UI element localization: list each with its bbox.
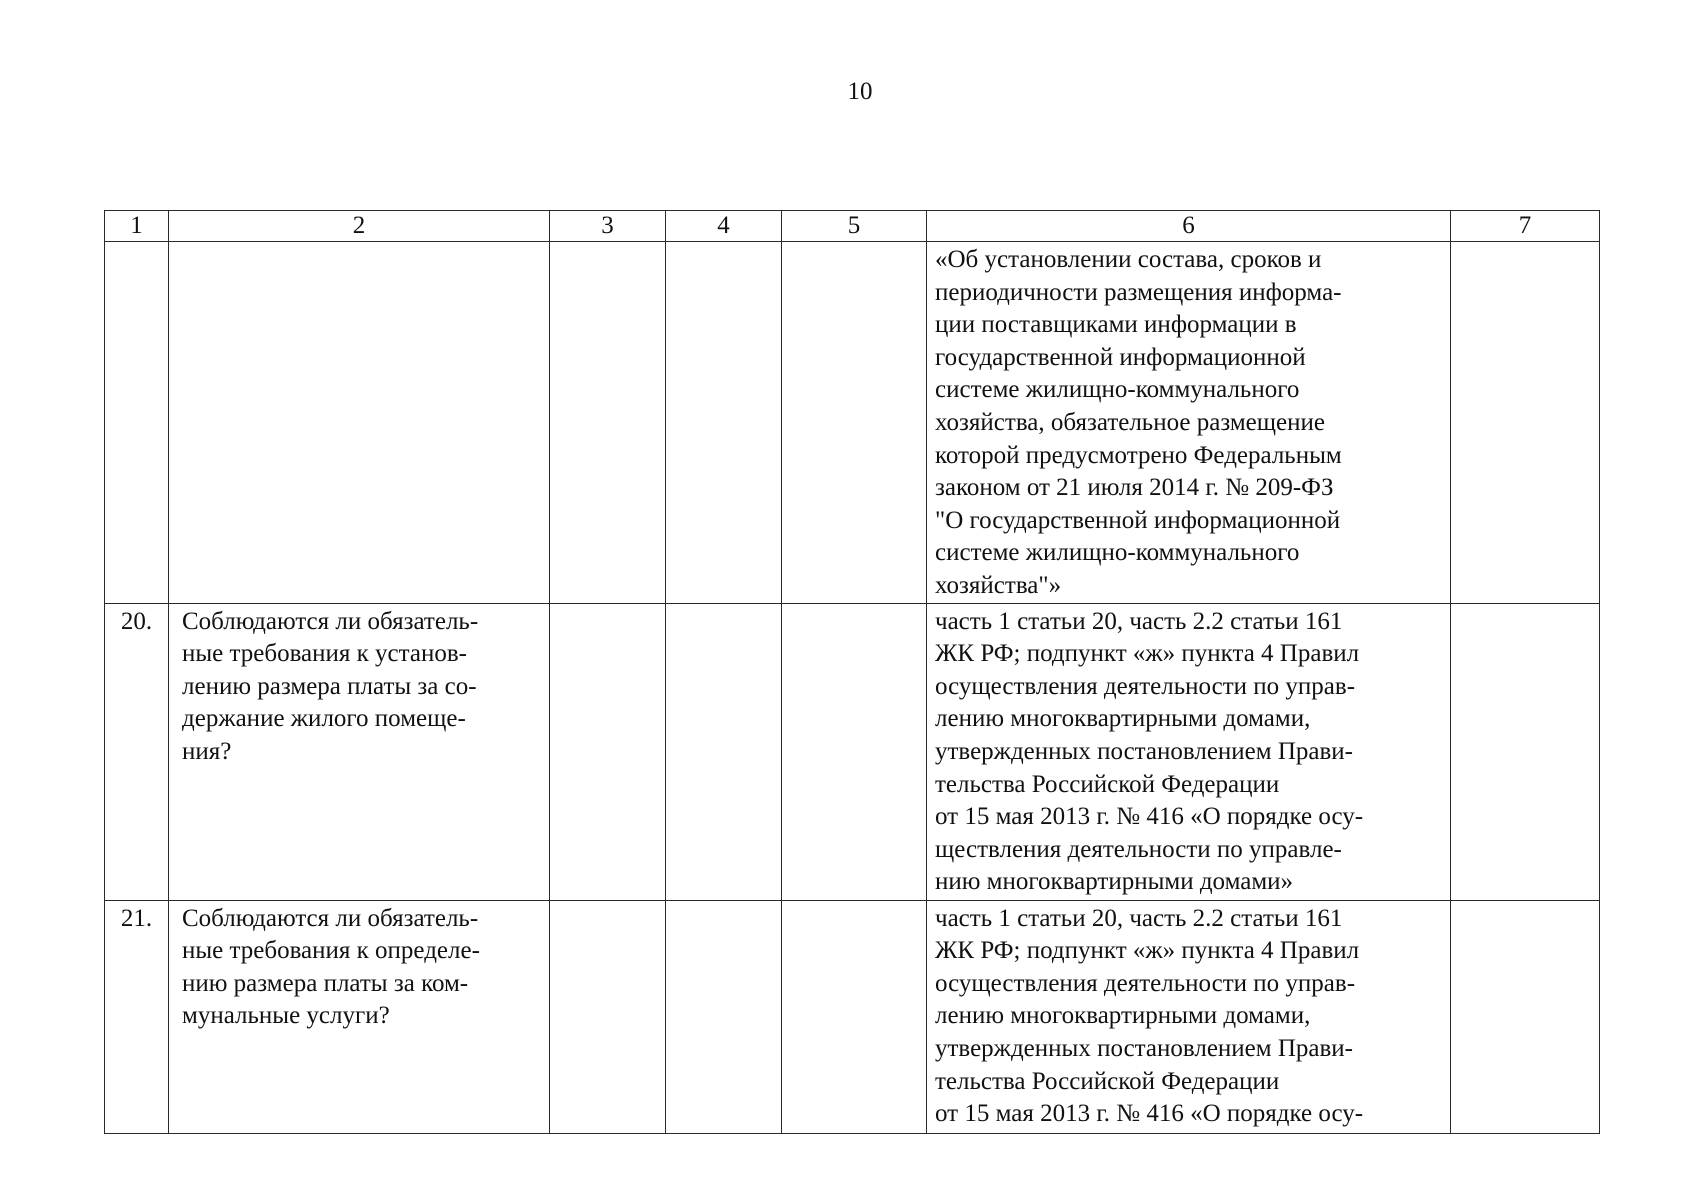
checklist-table [104,210,1600,1134]
legal-basis-cell [927,900,1451,1133]
table-row [105,242,1600,604]
legal-basis-text-line: лению многоквартирными домами, [935,705,1311,733]
legal-basis-text-line: законом от 21 июля 2014 г. № 209-ФЗ [935,474,1334,502]
question-text-line: держание жилого помеще- [182,705,466,733]
legal-basis-text-line: хозяйства, обязательное размещение [935,408,1325,436]
legal-basis-text-line: ществления деятельности по управле- [935,835,1342,863]
empty-cell [782,900,927,1133]
legal-basis-text-line: часть 1 статьи 20, часть 2.2 статьи 161 [935,904,1343,932]
legal-basis-text-line: ции поставщиками информации в [935,311,1297,339]
legal-basis-cell [927,242,1451,604]
empty-cell [1451,242,1600,604]
empty-cell [666,242,782,604]
question-cell [169,603,550,900]
legal-basis-text-line: "О государственной информационной [935,506,1341,534]
legal-basis-text-line: ЖК РФ; подпункт «ж» пункта 4 Правил [935,640,1360,668]
table-row [105,603,1600,900]
page-number: 10 [847,78,873,105]
legal-basis-text-line: лению многоквартирными домами, [935,1002,1311,1030]
question-text-line: Соблюдаются ли обязатель- [182,904,479,932]
legal-basis-text-line: от 15 мая 2013 г. № 416 «О порядке осу- [935,1100,1364,1128]
legal-basis-text-line: хозяйства"» [935,571,1062,599]
legal-basis-text-line: утвержденных постановлением Прави- [935,737,1354,765]
question-text-line: ния? [182,737,232,765]
column-header: 4 [666,211,782,242]
legal-basis-text-line: часть 1 статьи 20, часть 2.2 статьи 161 [935,607,1343,635]
column-header: 3 [550,211,666,242]
question-text-line: ные требования к установ- [182,640,467,668]
table-header-row [105,211,1600,242]
row-number-cell: 21. [105,900,169,1133]
empty-cell [550,603,666,900]
legal-basis-text-line: тельства Российской Федерации [935,1067,1280,1095]
legal-basis-text-line: периодичности размещения информа- [935,278,1342,306]
legal-basis-text-line: от 15 мая 2013 г. № 416 «О порядке осу- [935,803,1364,831]
legal-basis-text-line: тельства Российской Федерации [935,770,1280,798]
empty-cell [782,242,927,604]
question-text-line: нию размера платы за ком- [182,969,469,997]
empty-cell [782,603,927,900]
legal-basis-text-line: государственной информационной [935,343,1306,371]
empty-cell [550,900,666,1133]
empty-cell [550,242,666,604]
column-header: 2 [169,211,550,242]
legal-basis-text-line: нию многоквартирными домами» [935,868,1294,896]
legal-basis-text-line: осуществления деятельности по управ- [935,672,1356,700]
legal-basis-cell [927,603,1451,900]
column-header: 7 [1451,211,1600,242]
legal-basis-text-line: утвержденных постановлением Прави- [935,1034,1354,1062]
legal-basis-text-line: которой предусмотрено Федеральным [935,441,1342,469]
question-text-line: ные требования к определе- [182,937,480,965]
column-header: 1 [105,211,169,242]
row-number-cell: 20. [105,603,169,900]
legal-basis-text-line: системе жилищно-коммунального [935,376,1300,404]
row-number-cell [105,242,169,604]
legal-basis-text-line: системе жилищно-коммунального [935,539,1300,567]
empty-cell [666,603,782,900]
question-text-line: лению размера платы за со- [182,672,477,700]
question-text-line: мунальные услуги? [182,1002,390,1030]
legal-basis-text-line: ЖК РФ; подпункт «ж» пункта 4 Правил [935,937,1360,965]
empty-cell [1451,603,1600,900]
legal-basis-text-line: «Об установлении состава, сроков и [935,246,1322,273]
empty-cell [1451,900,1600,1133]
column-header: 5 [782,211,927,242]
empty-cell [666,900,782,1133]
question-cell [169,242,550,604]
question-text-line: Соблюдаются ли обязатель- [182,607,479,635]
table-row [105,900,1600,1133]
column-header: 6 [927,211,1451,242]
question-cell [169,900,550,1133]
legal-basis-text-line: осуществления деятельности по управ- [935,969,1356,997]
